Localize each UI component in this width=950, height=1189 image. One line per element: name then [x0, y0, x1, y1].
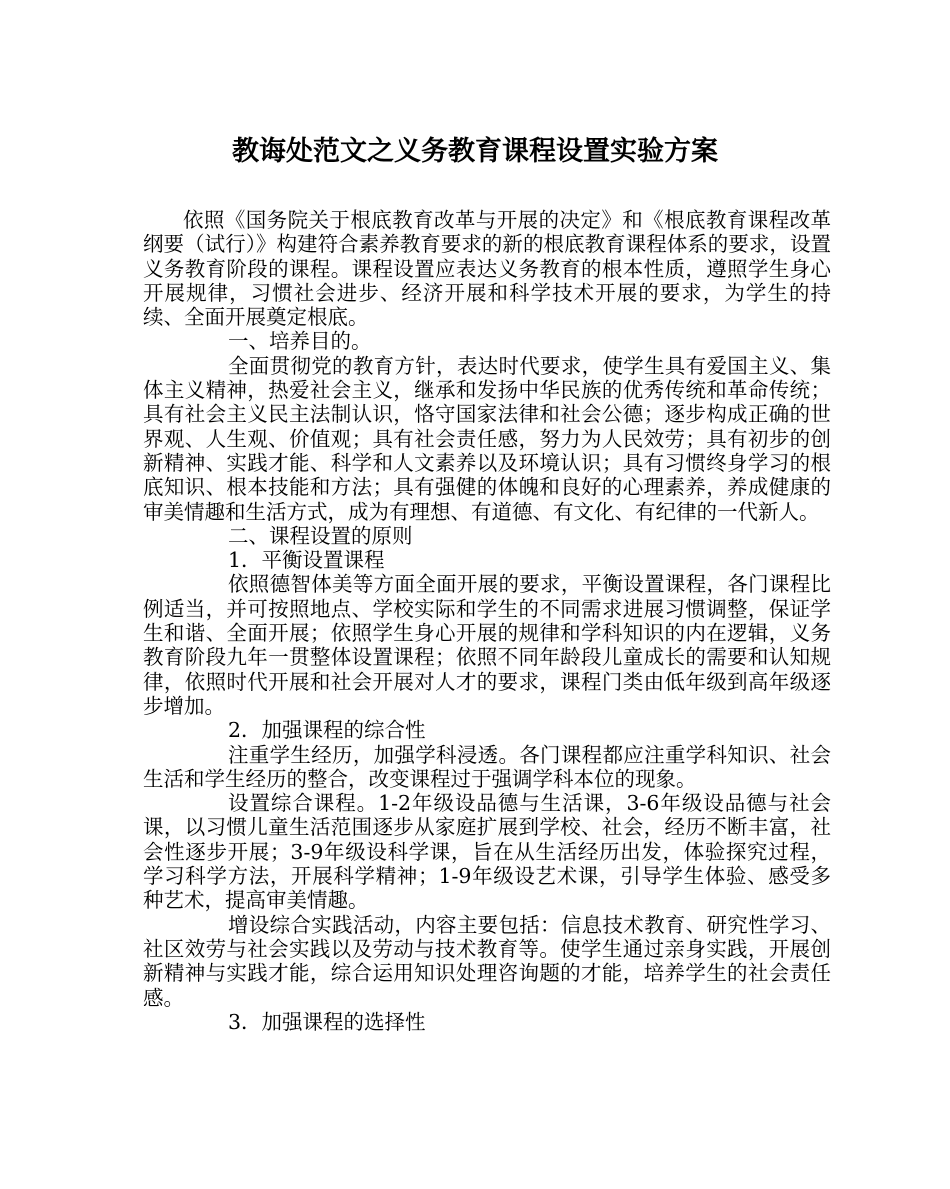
section-heading-principles: 二、课程设置的原则 — [228, 523, 413, 548]
subheading-comprehensive: 2．加强课程的综合性 — [228, 718, 426, 743]
subheading-selectivity: 3．加强课程的选择性 — [228, 1009, 426, 1034]
document-title: 教诲处范文之义务教育课程设置实验方案 — [232, 136, 718, 167]
integrated-courses-paragraph: 设置综合课程。1-2年级设品德与生活课，3-6年级设品德与社会课，以习惯儿童生活范围逐步从家庭扩展到学校、社会，经历不断丰富，社会性逐步开展；3-9年级设科学课，旨在从生活经历出发，体验探究过程，学习科学方法，开展科学精神；1-9年级设艺术课，引导学生体验、感受多种艺术，提高审美情趣。 — [143, 791, 831, 913]
subheading-balance: 1．平衡设置课程 — [228, 548, 385, 573]
intro-paragraph: 依照《国务院关于根底教育改革与开展的决定》和《根底教育课程改革纲要（试行）》构建符合素养教育要求的新的根底教育课程体系的要求，设置义务教育阶段的课程。课程设置应表达义务教育的根本性质，遵照学生身心开展规律，习惯社会进步、经济开展和科学技术开展的要求，为学生的持续、全面开展奠定根底。 — [143, 208, 831, 330]
practice-activities-paragraph: 增设综合实践活动，内容主要包括：信息技术教育、研究性学习、社区效劳与社会实践以及劳动与技术教育等。使学生通过亲身实践，开展创新精神与实践才能，综合运用知识处理咨询题的才能，培养学生的社会责任感。 — [143, 912, 831, 1010]
comprehensive-paragraph: 注重学生经历，加强学科浸透。各门课程都应注重学科知识、社会生活和学生经历的整合，改变课程过于强调学科本位的现象。 — [143, 742, 831, 791]
objectives-paragraph: 全面贯彻党的教育方针，表达时代要求，使学生具有爱国主义、集体主义精神，热爱社会主义，继承和发扬中华民族的优秀传统和革命传统；具有社会主义民主法制认识，恪守国家法律和社会公德；逐步构成正确的世界观、人生观、价值观；具有社会责任感，努力为人民效劳；具有初步的创新精神、实践才能、科学和人文素养以及环境认识；具有习惯终身学习的根底知识、根本技能和方法；具有强健的体魄和良好的心理素养，养成健康的审美情趣和生活方式，成为有理想、有道德、有文化、有纪律的一代新人。 — [143, 353, 831, 524]
document-body — [143, 208, 831, 1034]
section-heading-objectives: 一、培养目的。 — [228, 329, 372, 354]
balance-paragraph: 依照德智体美等方面全面开展的要求，平衡设置课程，各门课程比例适当，并可按照地点、学校实际和学生的不同需求进展习惯调整，保证学生和谐、全面开展；依照学生身心开展的规律和学科知识的内在逻辑，义务教育阶段九年一贯整体设置课程；依照不同年龄段儿童成长的需要和认知规律，依照时代开展和社会开展对人才的要求，课程门类由低年级到高年级逐步增加。 — [143, 572, 831, 718]
